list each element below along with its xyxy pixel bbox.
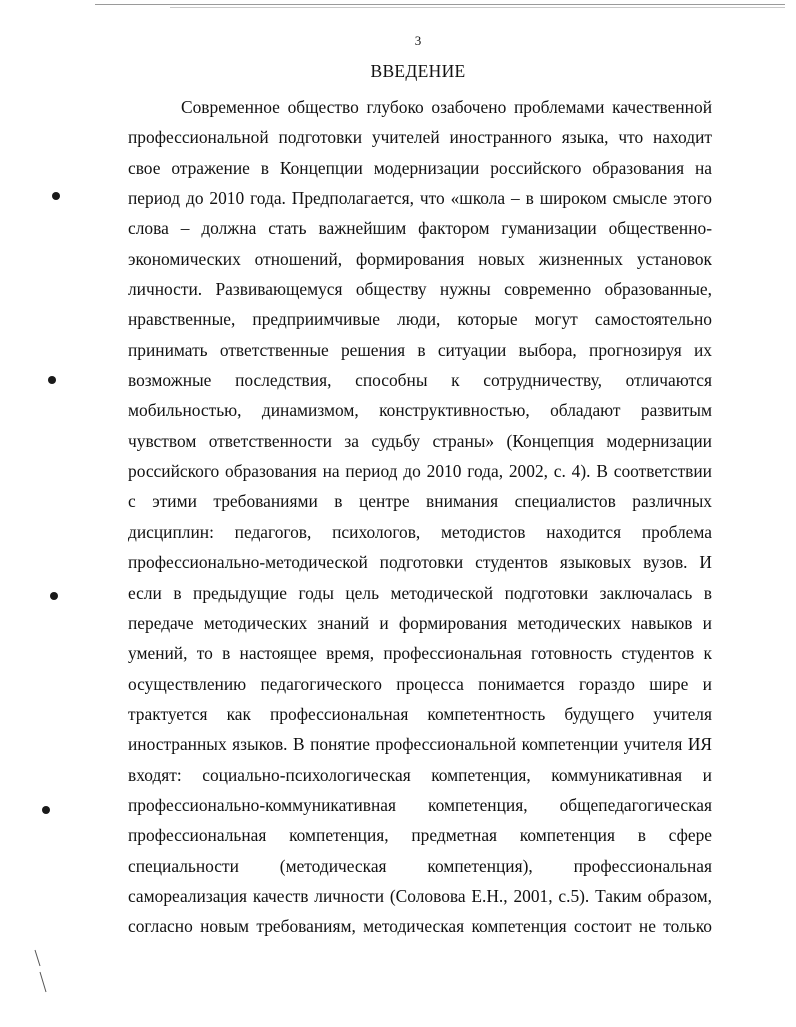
punch-hole-mark xyxy=(50,592,58,600)
text-line: согласно новым требованиям, методическая компетенция состоит не только xyxy=(128,916,712,937)
text-line: мобильностью, динамизмом, конструктивностью, обладают развитым xyxy=(128,400,712,421)
scan-edge-line xyxy=(95,4,785,5)
text-line: если в предыдущие годы цель методической подготовки заключалась в xyxy=(128,582,712,603)
text-line: передаче методических знаний и формирования методических навыков и xyxy=(128,612,712,633)
body-text xyxy=(128,92,712,942)
punch-hole-mark xyxy=(48,376,56,384)
text-line: профессионально-методической подготовки студентов языковых вузов. И xyxy=(128,552,712,573)
text-line: осуществлению педагогического процесса понимается гораздо шире и xyxy=(128,673,712,694)
text-line: слова – должна стать важнейшим фактором гуманизации общественно- xyxy=(128,218,712,239)
section-heading: ВВЕДЕНИЕ xyxy=(370,61,466,81)
text-line: с этими требованиями в центре внимания специалистов различных xyxy=(128,491,712,512)
text-line: входят: социально-психологическая компетенция, коммуникативная и xyxy=(128,764,712,785)
text-line: экономических отношений, формирования новых жизненных установок xyxy=(128,248,712,269)
text-line: профессиональной подготовки учителей иностранного языка, что находит xyxy=(128,127,712,148)
text-line: возможные последствия, способны к сотрудничеству, отличаются xyxy=(128,370,712,391)
text-line: трактуется как профессиональная компетентность будущего учителя xyxy=(128,703,712,724)
punch-hole-mark xyxy=(52,192,60,200)
text-line: чувством ответственности за судьбу страны» (Концепция модернизации xyxy=(128,430,712,451)
text-line: иностранных языков. В понятие профессиональной компетенции учителя ИЯ xyxy=(128,734,712,755)
text-line: умений, то в настоящее время, профессиональная готовность студентов к xyxy=(128,643,712,664)
text-line: профессионально-коммуникативная компетенция, общепедагогическая xyxy=(128,794,712,815)
text-line: дисциплин: педагогов, психологов, методистов находится проблема xyxy=(128,521,712,542)
text-line: личности. Развивающемуся обществу нужны современно образованные, xyxy=(128,279,712,300)
scan-scratch-mark xyxy=(34,948,48,994)
scan-edge-line-secondary xyxy=(170,7,785,8)
text-line: специальности (методическая компетенция), профессиональная xyxy=(128,855,712,876)
text-line: российского образования на период до 2010 года, 2002, с. 4). В соответствии xyxy=(128,461,712,482)
text-line: профессиональная компетенция, предметная компетенция в сфере xyxy=(128,825,712,846)
text-line: самореализация качеств личности (Соловова Е.Н., 2001, с.5). Таким образом, xyxy=(128,885,712,906)
text-line: принимать ответственные решения в ситуации выбора, прогнозируя их xyxy=(128,339,712,360)
text-line: Современное общество глубоко озабочено проблемами качественной xyxy=(181,97,712,117)
page-number: 3 xyxy=(414,33,422,48)
text-line: свое отражение в Концепции модернизации российского образования на xyxy=(128,157,712,178)
text-line: период до 2010 года. Предполагается, что «школа – в широком смысле этого xyxy=(128,188,712,209)
punch-hole-mark xyxy=(42,806,50,814)
text-line: нравственные, предприимчивые люди, которые могут самостоятельно xyxy=(128,309,712,330)
